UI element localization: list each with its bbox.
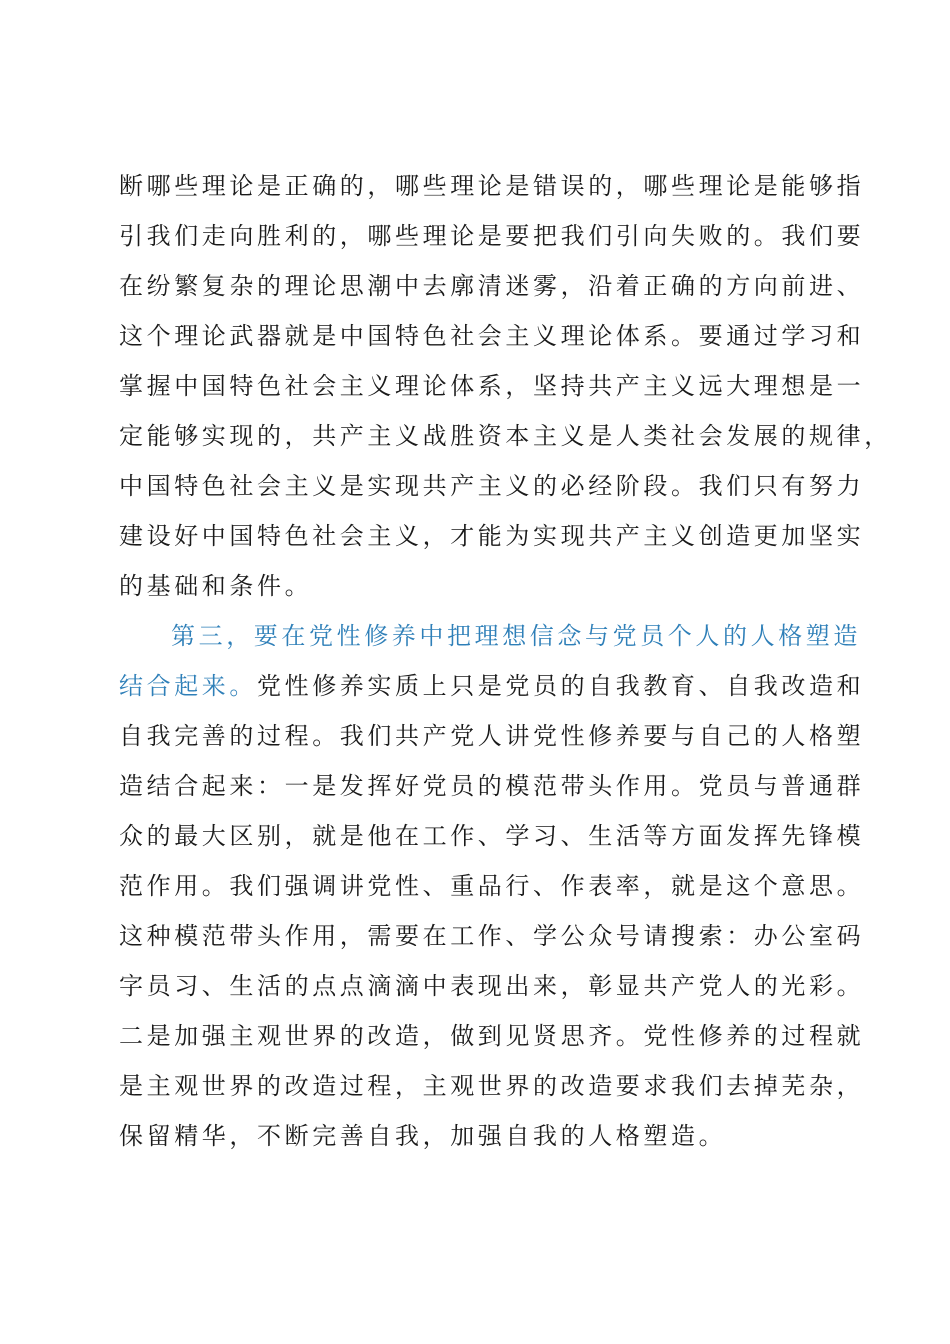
text-line: 定能够实现的，共产主义战胜资本主义是人类社会发展的规律， xyxy=(119,422,892,450)
text-line: 众的最大区别，就是他在工作、学习、生活等方面发挥先锋模 xyxy=(119,822,865,850)
section-heading: 第三，要在党性修养中把理想信念与党员个人的人格塑造 xyxy=(171,622,861,650)
text-line: 断哪些理论是正确的，哪些理论是错误的，哪些理论是能够指 xyxy=(119,172,865,200)
text-line: 这种模范带头作用，需要在工作、学公众号请搜索：办公室码 xyxy=(119,922,865,950)
text-line: 的基础和条件。 xyxy=(119,572,313,600)
text-line: 范作用。我们强调讲党性、重品行、作表率，就是这个意思。 xyxy=(119,872,865,900)
text-line: 字员习、生活的点点滴滴中表现出来，彰显共产党人的光彩。 xyxy=(119,972,865,1000)
text-line: 二是加强主观世界的改造，做到见贤思齐。党性修养的过程就 xyxy=(119,1022,865,1050)
text-line: 这个理论武器就是中国特色社会主义理论体系。要通过学习和 xyxy=(119,322,865,350)
text-line: 建设好中国特色社会主义，才能为实现共产主义创造更加坚实 xyxy=(119,522,865,550)
text-line: 在纷繁复杂的理论思潮中去廓清迷雾，沿着正确的方向前进、 xyxy=(119,272,865,300)
text-line: 引我们走向胜利的，哪些理论是要把我们引向失败的。我们要 xyxy=(119,222,865,250)
text-line: 自我完善的过程。我们共产党人讲党性修养要与自己的人格塑 xyxy=(119,722,865,750)
paragraph-2-first-line: 党性修养实质上只是党员的自我教育、自我改造和 xyxy=(257,672,865,700)
document-body xyxy=(119,161,892,1161)
text-line: 中国特色社会主义是实现共产主义的必经阶段。我们只有努力 xyxy=(119,472,865,500)
text-line: 是主观世界的改造过程，主观世界的改造要求我们去掉芜杂， xyxy=(119,1072,865,1100)
text-line: 造结合起来：一是发挥好党员的模范带头作用。党员与普通群 xyxy=(119,772,865,800)
text-line: 保留精华，不断完善自我，加强自我的人格塑造。 xyxy=(119,1122,727,1150)
text-line xyxy=(119,661,865,711)
text-line: 掌握中国特色社会主义理论体系，坚持共产主义远大理想是一 xyxy=(119,372,865,400)
section-heading-continued: 结合起来。 xyxy=(119,672,257,700)
